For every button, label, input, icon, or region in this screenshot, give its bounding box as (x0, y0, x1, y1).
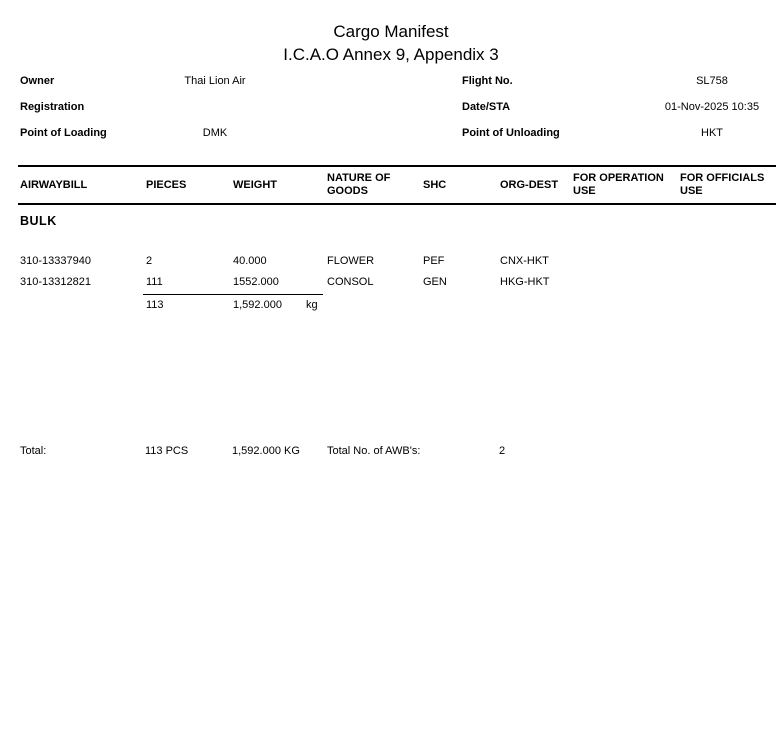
page-title: Cargo Manifest (333, 22, 449, 41)
subtotal-unit: kg (306, 299, 318, 311)
flight-no-value: SL758 (696, 75, 728, 87)
table-header-row (18, 165, 776, 205)
header-shc: SHC (423, 178, 447, 191)
page-subtitle: I.C.A.O Annex 9, Appendix 3 (283, 45, 499, 64)
header-for-operation-use: FOR OPERATION USE (573, 172, 664, 197)
header-for-officials-use: FOR OFFICIALS USE (680, 172, 765, 197)
cell-awb: 310-13312821 (20, 276, 91, 288)
cell-weight: 1552.000 (233, 276, 279, 288)
header-org-dest: ORG-DEST (500, 178, 559, 191)
cell-nature: CONSOL (327, 276, 374, 288)
header-airwaybill: AIRWAYBILL (20, 178, 88, 191)
total-awb-label: Total No. of AWB's: (327, 445, 421, 457)
owner-label: Owner (20, 75, 55, 87)
total-weight: 1,592.000 KG (232, 445, 300, 457)
cell-shc: GEN (423, 276, 447, 288)
point-of-unloading-value: HKT (701, 127, 723, 139)
point-of-loading-label: Point of Loading (20, 127, 107, 139)
point-of-loading-value: DMK (202, 127, 228, 139)
date-sta-value: 01-Nov-2025 10:35 (664, 101, 760, 113)
flight-no-label: Flight No. (462, 75, 513, 87)
total-pieces: 113 PCS (145, 445, 189, 457)
cell-nature: FLOWER (327, 255, 375, 267)
cell-pieces: 2 (146, 255, 153, 267)
cell-org-dest: HKG-HKT (500, 276, 550, 288)
table-row (18, 276, 776, 288)
cell-shc: PEF (423, 255, 445, 267)
registration-label: Registration (20, 101, 85, 113)
total-label: Total: (20, 445, 47, 457)
subtotal-rule (143, 294, 323, 295)
header-pieces: PIECES (146, 178, 187, 191)
table-row (18, 255, 776, 267)
subtotal-pieces: 113 (146, 299, 164, 311)
cell-weight: 40.000 (233, 255, 267, 267)
cell-org-dest: CNX-HKT (500, 255, 549, 267)
total-awb-count: 2 (499, 445, 506, 457)
cell-awb: 310-13337940 (20, 255, 91, 267)
group-label-bulk: BULK (20, 214, 57, 228)
owner-value: Thai Lion Air (184, 75, 246, 87)
header-weight: WEIGHT (233, 178, 277, 191)
point-of-unloading-label: Point of Unloading (462, 127, 560, 139)
subtotal-weight: 1,592.000 (233, 299, 282, 311)
cell-pieces: 111 (146, 276, 163, 288)
header-nature-of-goods: NATURE OF GOODS (327, 172, 391, 197)
date-sta-label: Date/STA (462, 101, 511, 113)
